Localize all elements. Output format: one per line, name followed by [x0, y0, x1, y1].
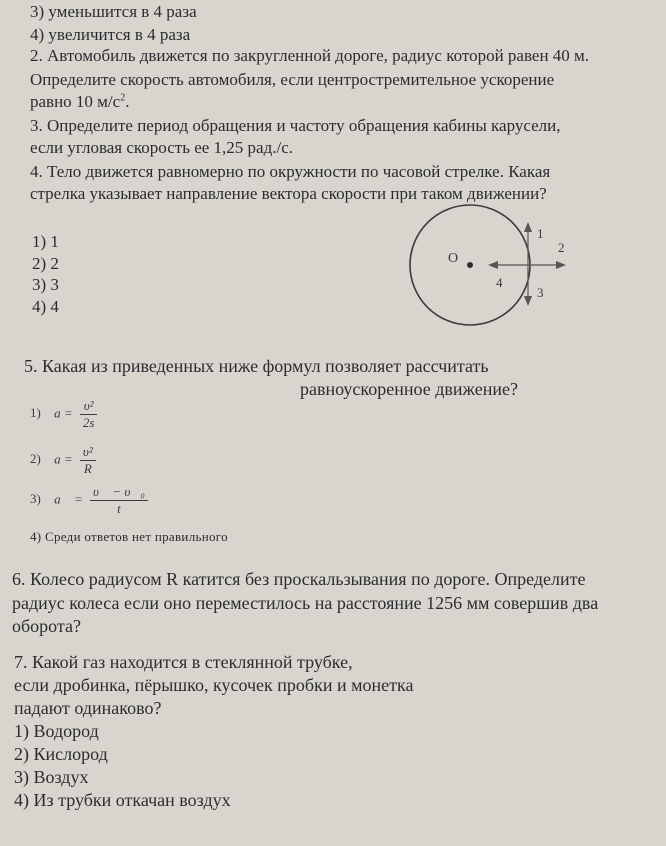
q7-option-1: 1) Водород	[14, 721, 99, 741]
arrow-1-head	[524, 222, 532, 232]
arrow-4-label: 4	[496, 275, 503, 290]
arrow-1-label: 1	[537, 226, 544, 241]
center-label: O	[448, 251, 459, 266]
arrow-3-label: 3	[537, 285, 544, 300]
header-option-4: 4) увеличится в 4 раза	[30, 25, 191, 44]
q3-line2: если угловая скорость ее 1,25 рад./с.	[30, 138, 294, 157]
formula-1-lhs: a =	[54, 405, 73, 421]
arrow-2-head	[556, 261, 566, 269]
formula-1-number: 1)	[30, 405, 41, 421]
q4-option-1: 1) 1	[32, 232, 59, 251]
q7-option-3: 3) Воздух	[14, 767, 89, 787]
q6-line1: 6. Колесо радиусом R катится без проскальзывания по дороге. Определите	[12, 569, 586, 589]
formula-3	[30, 484, 148, 517]
arrow-2-label: 2	[558, 240, 565, 255]
q7-line1: 7. Какой газ находится в стеклянной трубке,	[14, 652, 353, 672]
formula-2-number: 2)	[30, 451, 41, 467]
q4-line2: стрелка указывает направление вектора скорости при таком движении?	[30, 184, 547, 203]
formula-3-denominator: t	[117, 501, 121, 516]
arrow-3-head	[524, 296, 532, 306]
q6-line2: радиус колеса если оно переместилось на расстояние 1256 мм совершив два	[12, 593, 599, 613]
formula-2-fraction	[80, 444, 96, 477]
q2-line1: 2. Автомобиль движется по закругленной дороге, радиус которой равен 40 м.	[30, 46, 590, 65]
formula-1	[30, 398, 97, 431]
q2-line3: равно 10 $м/с^2$.	[30, 92, 130, 111]
q6-line3: оборота?	[12, 616, 81, 636]
center-dot	[467, 262, 473, 268]
formula-2	[30, 444, 96, 477]
q7-line3: падают одинаково?	[14, 698, 162, 718]
q2-line2: Определите скорость автомобиля, если центростремительное ускорение	[30, 70, 555, 89]
q5-line2: равноускоренное движение?	[300, 379, 518, 399]
formula-3-fraction	[90, 484, 148, 517]
formula-1-fraction	[80, 398, 98, 431]
formula-3-number: 3)	[30, 491, 41, 507]
q4-line1: 4. Тело движется равномерно по окружности по часовой стрелке. Какая	[30, 162, 551, 181]
q3-line1: 3. Определите период обращения и частоту обращения кабины карусели,	[30, 116, 561, 135]
q5-option-4: 4) Среди ответов нет правильного	[30, 529, 228, 544]
q4-option-3: 3) 3	[32, 275, 59, 294]
formula-2-lhs: a =	[54, 451, 73, 467]
q4-option-4: 4) 4	[32, 297, 59, 316]
q7-line2: если дробинка, пёрышко, кусочек пробки и монетка	[14, 675, 414, 695]
q2-sup: 2	[120, 92, 126, 104]
formula-1-numerator: υ²	[80, 398, 98, 415]
formula-1-denominator: 2s	[82, 415, 95, 430]
q7-option-2: 2) Кислород	[14, 744, 108, 764]
q4-option-2: 2) 2	[32, 254, 59, 273]
formula-2-denominator: R	[83, 461, 92, 476]
arrow-4-head	[488, 261, 498, 269]
q7-option-4: 4) Из трубки откачан воздух	[14, 790, 231, 810]
formula-2-numerator: υ²	[80, 444, 96, 461]
circle-diagram	[400, 200, 590, 340]
formula-3-numerator: υ⃗ − υ⃗₀	[90, 484, 148, 501]
formula-3-lhs: a⃗ =	[54, 491, 83, 507]
header-option-3: 3) уменьшится в 4 раза	[30, 2, 197, 21]
q5-line1: 5. Какая из приведенных ниже формул позволяет рассчитать	[24, 356, 489, 376]
